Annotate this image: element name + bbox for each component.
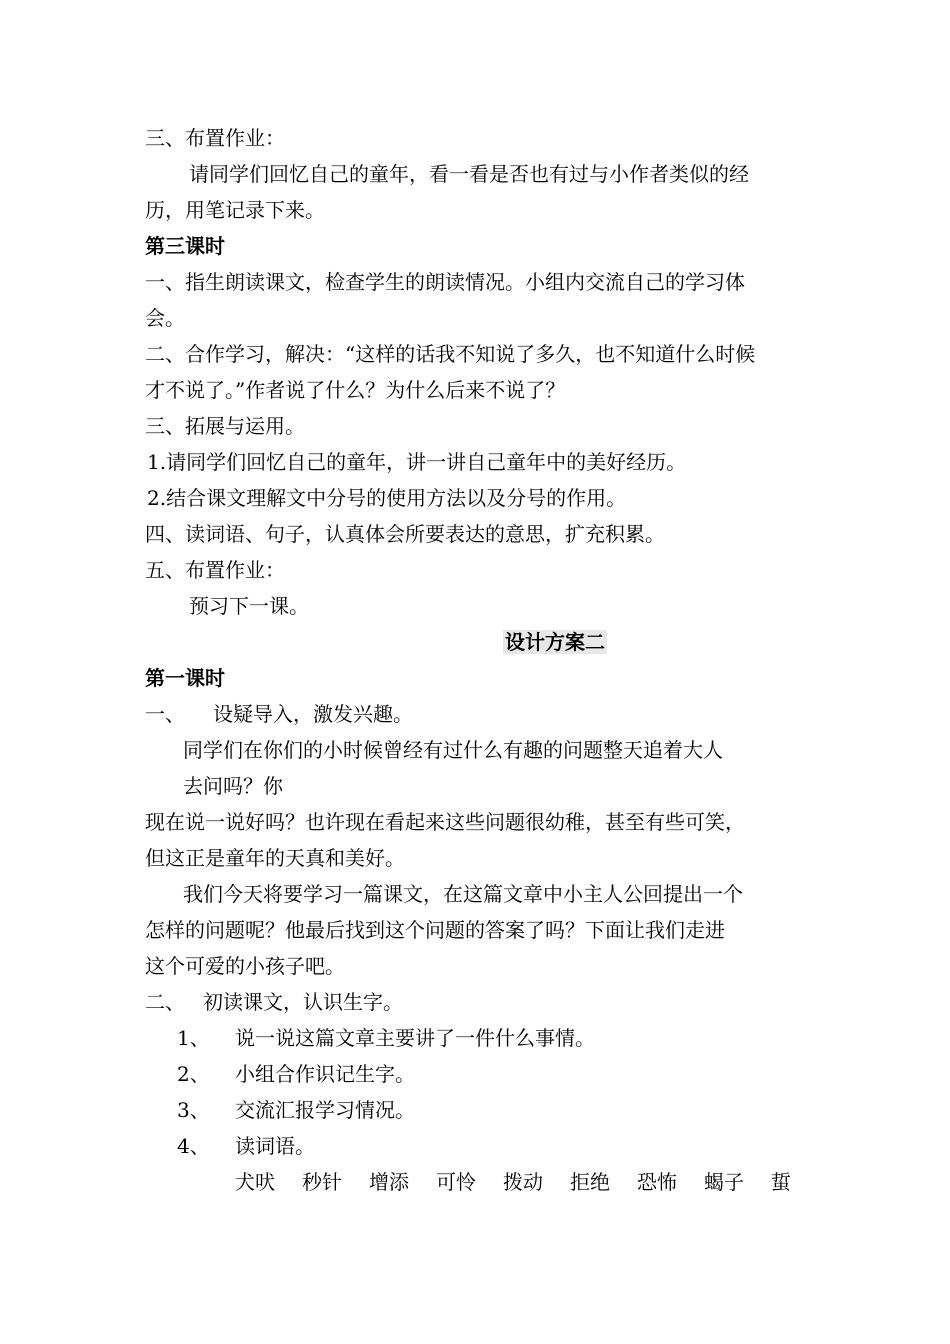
paragraph: 历，用笔记录下来。 — [145, 198, 325, 222]
paragraph: 怎样的问题呢？他最后找到这个问题的答案了吗？下面让我们走进 — [145, 918, 725, 942]
list-item — [145, 1128, 810, 1164]
document-page — [145, 120, 810, 1200]
paragraph: 请同学们回忆自己的童年，看一看是否也有过与小作者类似的经 — [189, 162, 749, 186]
paragraph: 这个可爱的小孩子吧。 — [145, 954, 345, 978]
paragraph: 预习下一课。 — [189, 594, 309, 618]
list-number: 2、 — [177, 1062, 210, 1086]
section-heading — [145, 984, 810, 1020]
vocabulary-word: 恐怖 — [637, 1170, 677, 1194]
lesson-heading: 第三课时 — [145, 234, 225, 258]
vocabulary-word: 可怜 — [436, 1170, 476, 1194]
list-item — [145, 1056, 810, 1092]
vocabulary-word: 犬吠 — [235, 1170, 275, 1194]
plan-title-text: 设计方案二 — [505, 630, 605, 654]
vocabulary-word: 蜇 — [771, 1170, 791, 1194]
vocabulary-row — [145, 1164, 810, 1200]
paragraph: 同学们在你们的小时候曾经有过什么有趣的问题整天追着大人 — [183, 738, 723, 762]
section-heading: 五、布置作业： — [145, 558, 285, 582]
vocabulary-word: 拒绝 — [570, 1170, 610, 1194]
list-text: 小组合作识记生字。 — [235, 1062, 415, 1086]
section-heading-text: 初读课文，认识生字。 — [203, 990, 403, 1014]
section-heading: 三、布置作业： — [145, 126, 285, 150]
section-heading: 三、拓展与运用。 — [145, 414, 305, 438]
list-item — [145, 1020, 810, 1056]
section-heading-text: 设疑导入，激发兴趣。 — [213, 702, 413, 726]
list-text: 读词语。 — [235, 1134, 315, 1158]
list-number: 1、 — [177, 1026, 210, 1050]
list-number: 3、 — [177, 1098, 210, 1122]
paragraph: 才不说了。”作者说了什么？为什么后来不说了？ — [145, 378, 566, 402]
plan-title — [145, 624, 810, 660]
paragraph: 二、合作学习，解决：“这样的话我不知说了多久，也不知道什么时候 — [145, 342, 756, 366]
list-item: 1.请同学们回忆自己的童年，讲一讲自己童年中的美好经历。 — [147, 450, 687, 474]
section-heading: 四、读词语、句子，认真体会所要表达的意思，扩充积累。 — [145, 522, 665, 546]
section-heading — [145, 696, 810, 732]
section-number: 二、 — [145, 990, 185, 1014]
paragraph: 但这正是童年的天真和美好。 — [145, 846, 405, 870]
paragraph: 去问吗？你 — [183, 774, 283, 798]
vocabulary-word: 增添 — [369, 1170, 409, 1194]
paragraph: 我们今天将要学习一篇课文，在这篇文章中小主人公回提出一个 — [183, 882, 743, 906]
list-text: 交流汇报学习情况。 — [235, 1098, 415, 1122]
vocabulary-word: 秒针 — [302, 1170, 342, 1194]
paragraph: 会。 — [145, 306, 185, 330]
list-item — [145, 1092, 810, 1128]
paragraph: 一、指生朗读课文，检查学生的朗读情况。小组内交流自己的学习体 — [145, 270, 745, 294]
section-number: 一、 — [145, 702, 185, 726]
list-text: 说一说这篇文章主要讲了一件什么事情。 — [235, 1026, 595, 1050]
list-item: 2.结合课文理解文中分号的使用方法以及分号的作用。 — [147, 486, 627, 510]
lesson-heading: 第一课时 — [145, 666, 225, 690]
vocabulary-word: 拨动 — [503, 1170, 543, 1194]
list-number: 4、 — [177, 1134, 210, 1158]
paragraph: 现在说一说好吗？也许现在看起来这些问题很幼稚，甚至有些可笑， — [145, 810, 745, 834]
vocabulary-word: 蝎子 — [704, 1170, 744, 1194]
